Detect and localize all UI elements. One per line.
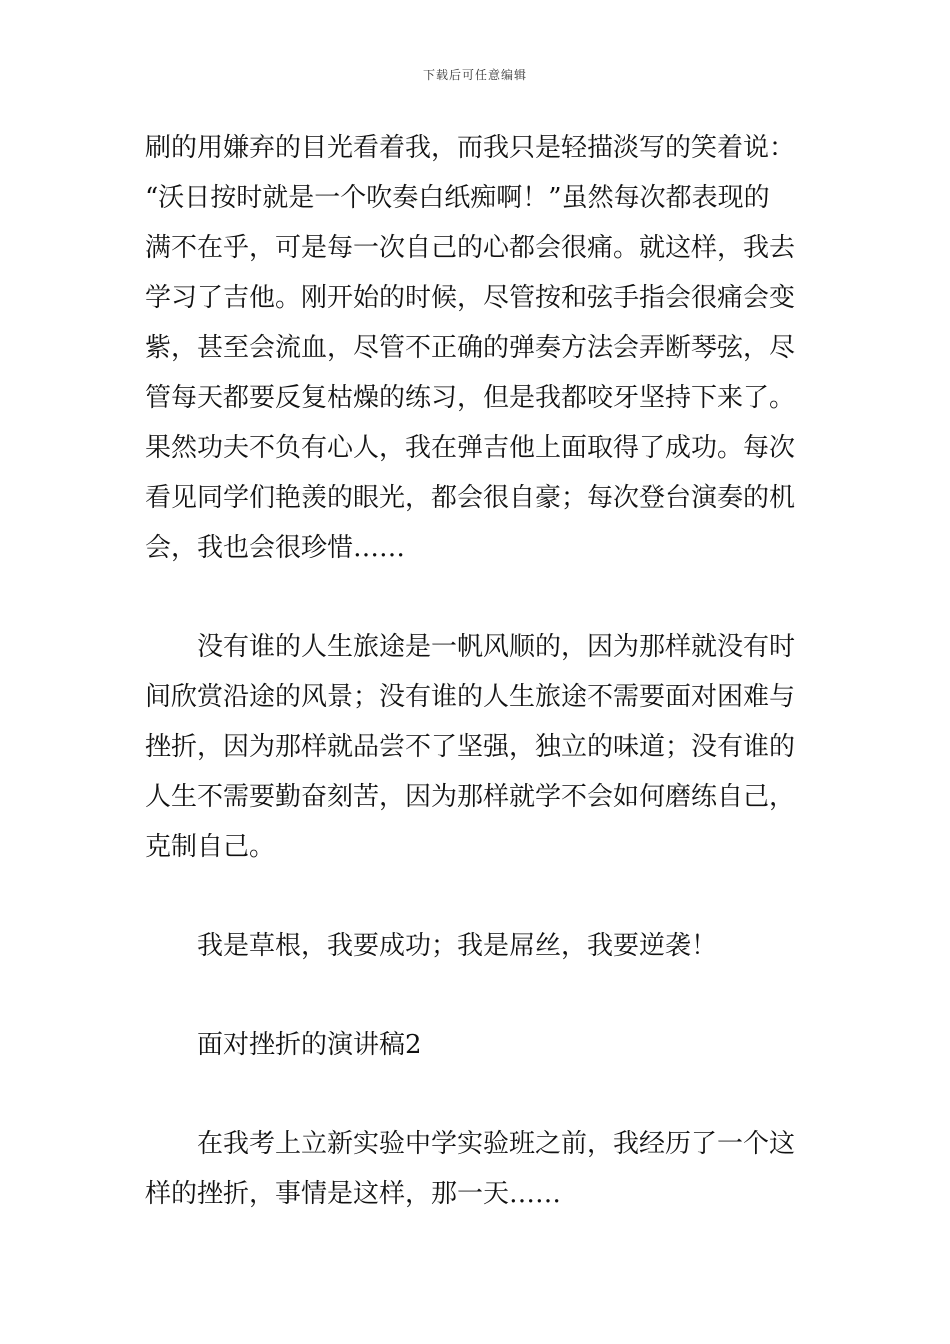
text-line: 挫折，因为那样就品尝不了坚强，独立的味道；没有谁的 bbox=[145, 732, 796, 762]
text-line: 在我考上立新实验中学实验班之前，我经历了一个这 bbox=[197, 1129, 796, 1159]
text-line: 果然功夫不负有心人，我在弹吉他上面取得了成功。每次 bbox=[145, 433, 796, 463]
text-line: 人生不需要勤奋刻苦，因为那样就学不会如何磨练自己， bbox=[145, 782, 796, 812]
text-line: 满不在乎，可是每一次自己的心都会很痛。就这样，我去 bbox=[145, 233, 796, 263]
text-line: 会，我也会很珍惜…… bbox=[145, 533, 406, 563]
text-line: “沃日按时就是一个吹奏白纸痴啊！”虽然每次都表现的 bbox=[145, 183, 770, 213]
text-line: 管每天都要反复枯燥的练习，但是我都咬牙坚持下来了。 bbox=[145, 383, 796, 413]
text-line: 刷的用嫌弃的目光看着我，而我只是轻描淡写的笑着说： bbox=[145, 133, 796, 163]
text-line: 样的挫折，事情是这样，那一天…… bbox=[145, 1179, 562, 1209]
page-header: 下载后可任意编辑 bbox=[422, 68, 527, 82]
text-line: 看见同学们艳羡的眼光，都会很自豪；每次登台演奏的机 bbox=[145, 483, 796, 513]
section-heading: 面对挫折的演讲稿2 bbox=[197, 1030, 422, 1060]
text-line: 我是草根，我要成功；我是屌丝，我要逆袭！ bbox=[197, 931, 718, 961]
text-line: 紫，甚至会流血，尽管不正确的弹奏方法会弄断琴弦，尽 bbox=[145, 333, 796, 363]
text-line: 克制自己。 bbox=[145, 832, 276, 862]
text-line: 学习了吉他。刚开始的时候，尽管按和弦手指会很痛会变 bbox=[145, 283, 796, 313]
text-line: 没有谁的人生旅途是一帆风顺的，因为那样就没有时 bbox=[197, 632, 796, 662]
text-line: 间欣赏沿途的风景；没有谁的人生旅途不需要面对困难与 bbox=[145, 682, 796, 712]
